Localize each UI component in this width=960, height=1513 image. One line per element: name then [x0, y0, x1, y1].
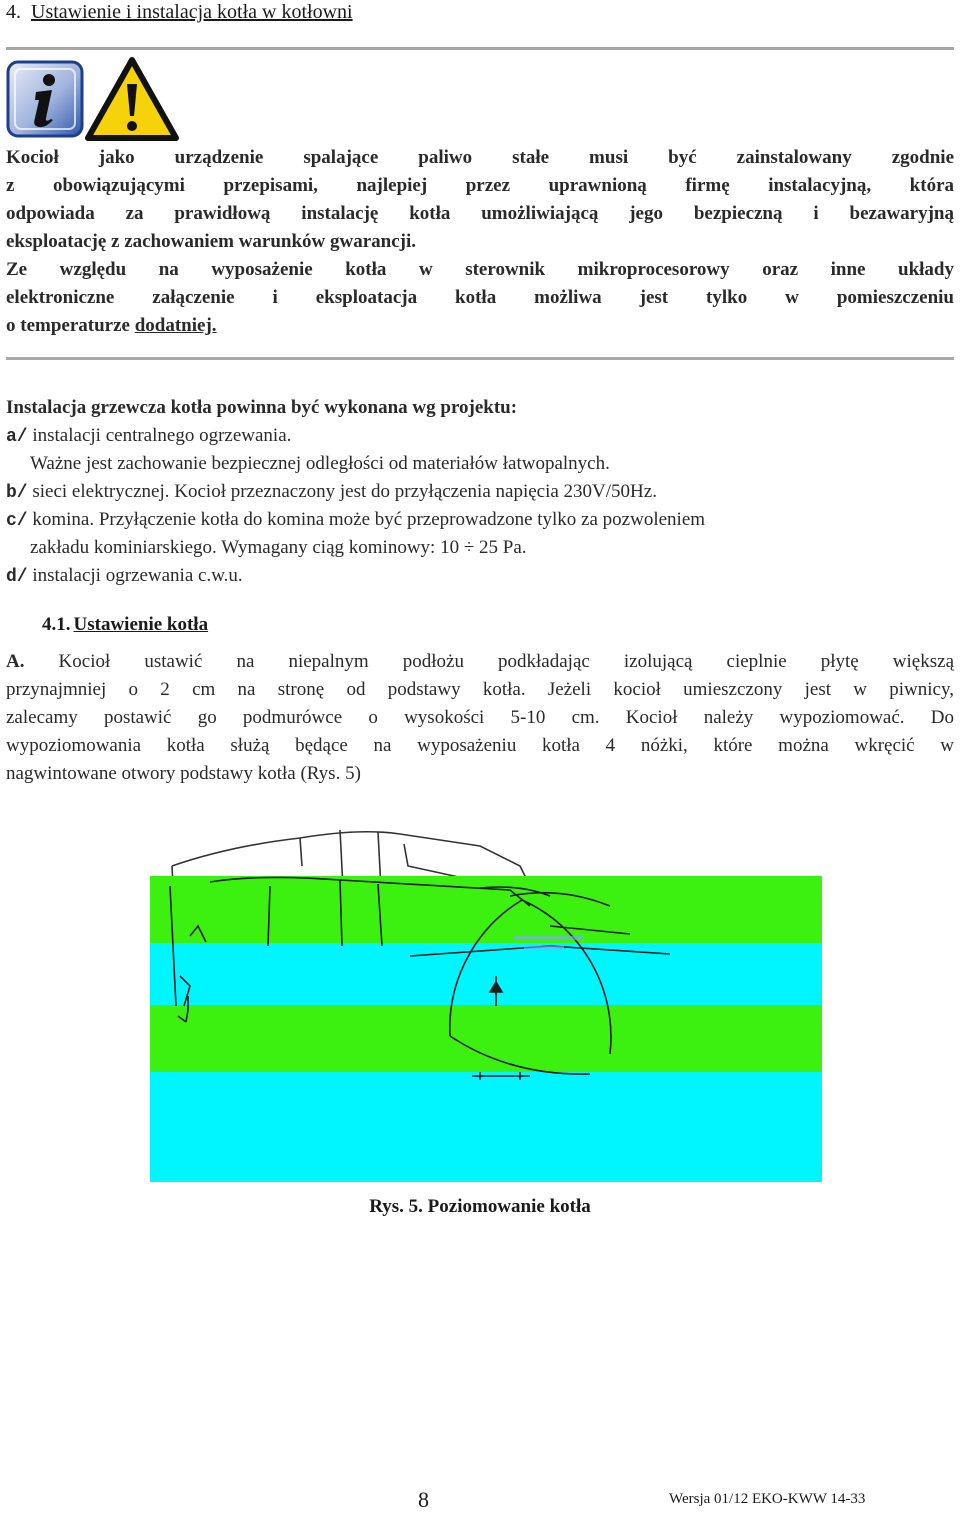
text-line: Ze względu na wyposażenie kotła w sterownik mikroprocesorowy oraz inne układy: [6, 259, 954, 280]
text-line: z obowiązującymi przepisami, najlepiej przez uprawnioną firmę instalacyjną, która: [6, 175, 954, 196]
list-letter: d/: [6, 567, 28, 587]
boiler-figure: [150, 826, 830, 1193]
subsection-paragraph: [6, 648, 954, 788]
list-letter: a/: [6, 427, 28, 447]
installation-intro: Instalacja grzewcza kotła powinna być wykonana wg projektu:: [6, 397, 518, 418]
list-text: zakładu kominiarskiego. Wymagany ciąg kominowy: 10 ÷ 25 Pa.: [30, 537, 527, 558]
subsection-number: 4.1.: [42, 614, 71, 635]
section-heading: [6, 0, 353, 24]
text-line: zalecamy postawić go podmurówce o wysokości 5-10 cm. Kocioł należy wypoziomować. Do: [6, 707, 954, 728]
warning-paragraph-2: [6, 256, 954, 340]
list-item: [6, 478, 954, 507]
text-line: odpowiada za prawidłową instalację kotła umożliwiającą jego bezpieczną i bezawaryjną: [6, 203, 954, 224]
list-item: [6, 506, 954, 535]
list-item: [6, 562, 954, 591]
subsection-title: Ustawienie kotła: [73, 614, 209, 635]
paragraph-label: A.: [6, 651, 25, 672]
list-text: instalacji ogrzewania c.w.u.: [27, 565, 243, 586]
text-line: eksploatację z zachowaniem warunków gwarancji.: [6, 231, 417, 252]
subsection-heading: [42, 614, 208, 636]
list-text: komina. Przyłączenie kotła do komina może być przeprowadzone tylko za pozwoleniem: [27, 509, 706, 530]
section-number: 4.: [6, 1, 21, 23]
text-fragment: o temperaturze: [6, 315, 130, 336]
info-icon: [6, 60, 84, 143]
warning-paragraph-1: [6, 144, 954, 256]
list-item: [6, 422, 954, 451]
text-line: [6, 648, 954, 676]
text-line: wypoziomowania kotła służą będące na wyposażeniu kotła 4 nóżki, które można wkręcić w: [6, 735, 954, 756]
text-line: [6, 312, 954, 340]
list-letter: c/: [6, 511, 28, 531]
list-item: [30, 534, 960, 562]
figure-caption: Rys. 5. Poziomowanie kotła: [369, 1196, 591, 1217]
list-text: sieci elektrycznej. Kocioł przeznaczony jest do przyłączenia napięcia 230V/50Hz.: [27, 481, 657, 502]
list-text: Ważne jest zachowanie bezpiecznej odległości od materiałów łatwopalnych.: [30, 453, 610, 474]
page-number: 8: [418, 1487, 429, 1512]
text-fragment: Kocioł ustawić na niepalnym podłożu podkładając izolującą cieplnie płytę większą: [24, 651, 954, 672]
text-line: elektroniczne załączenie i eksploatacja kotła możliwa jest tylko w pomieszczeniu: [6, 287, 954, 308]
underlined-word: dodatniej.: [134, 315, 217, 336]
list-letter: b/: [6, 483, 28, 503]
list-item: [30, 450, 960, 478]
section-title: Ustawienie i instalacja kotła w kotłowni: [31, 1, 353, 23]
warning-icon: [84, 56, 180, 149]
divider: [6, 47, 954, 50]
text-line: Kocioł jako urządzenie spalające paliwo stałe musi być zainstalowany zgodnie: [6, 147, 954, 168]
divider: [6, 357, 954, 360]
text-line: przynajmniej o 2 cm na stronę od podstawy kotła. Jeżeli kocioł umieszczony jest w piwnicy,: [6, 679, 954, 700]
text-line: nagwintowane otwory podstawy kotła (Rys. 5): [6, 763, 361, 784]
version-label: Wersja 01/12 EKO-KWW 14-33: [669, 1491, 866, 1507]
list-text: instalacji centralnego ogrzewania.: [27, 425, 292, 446]
